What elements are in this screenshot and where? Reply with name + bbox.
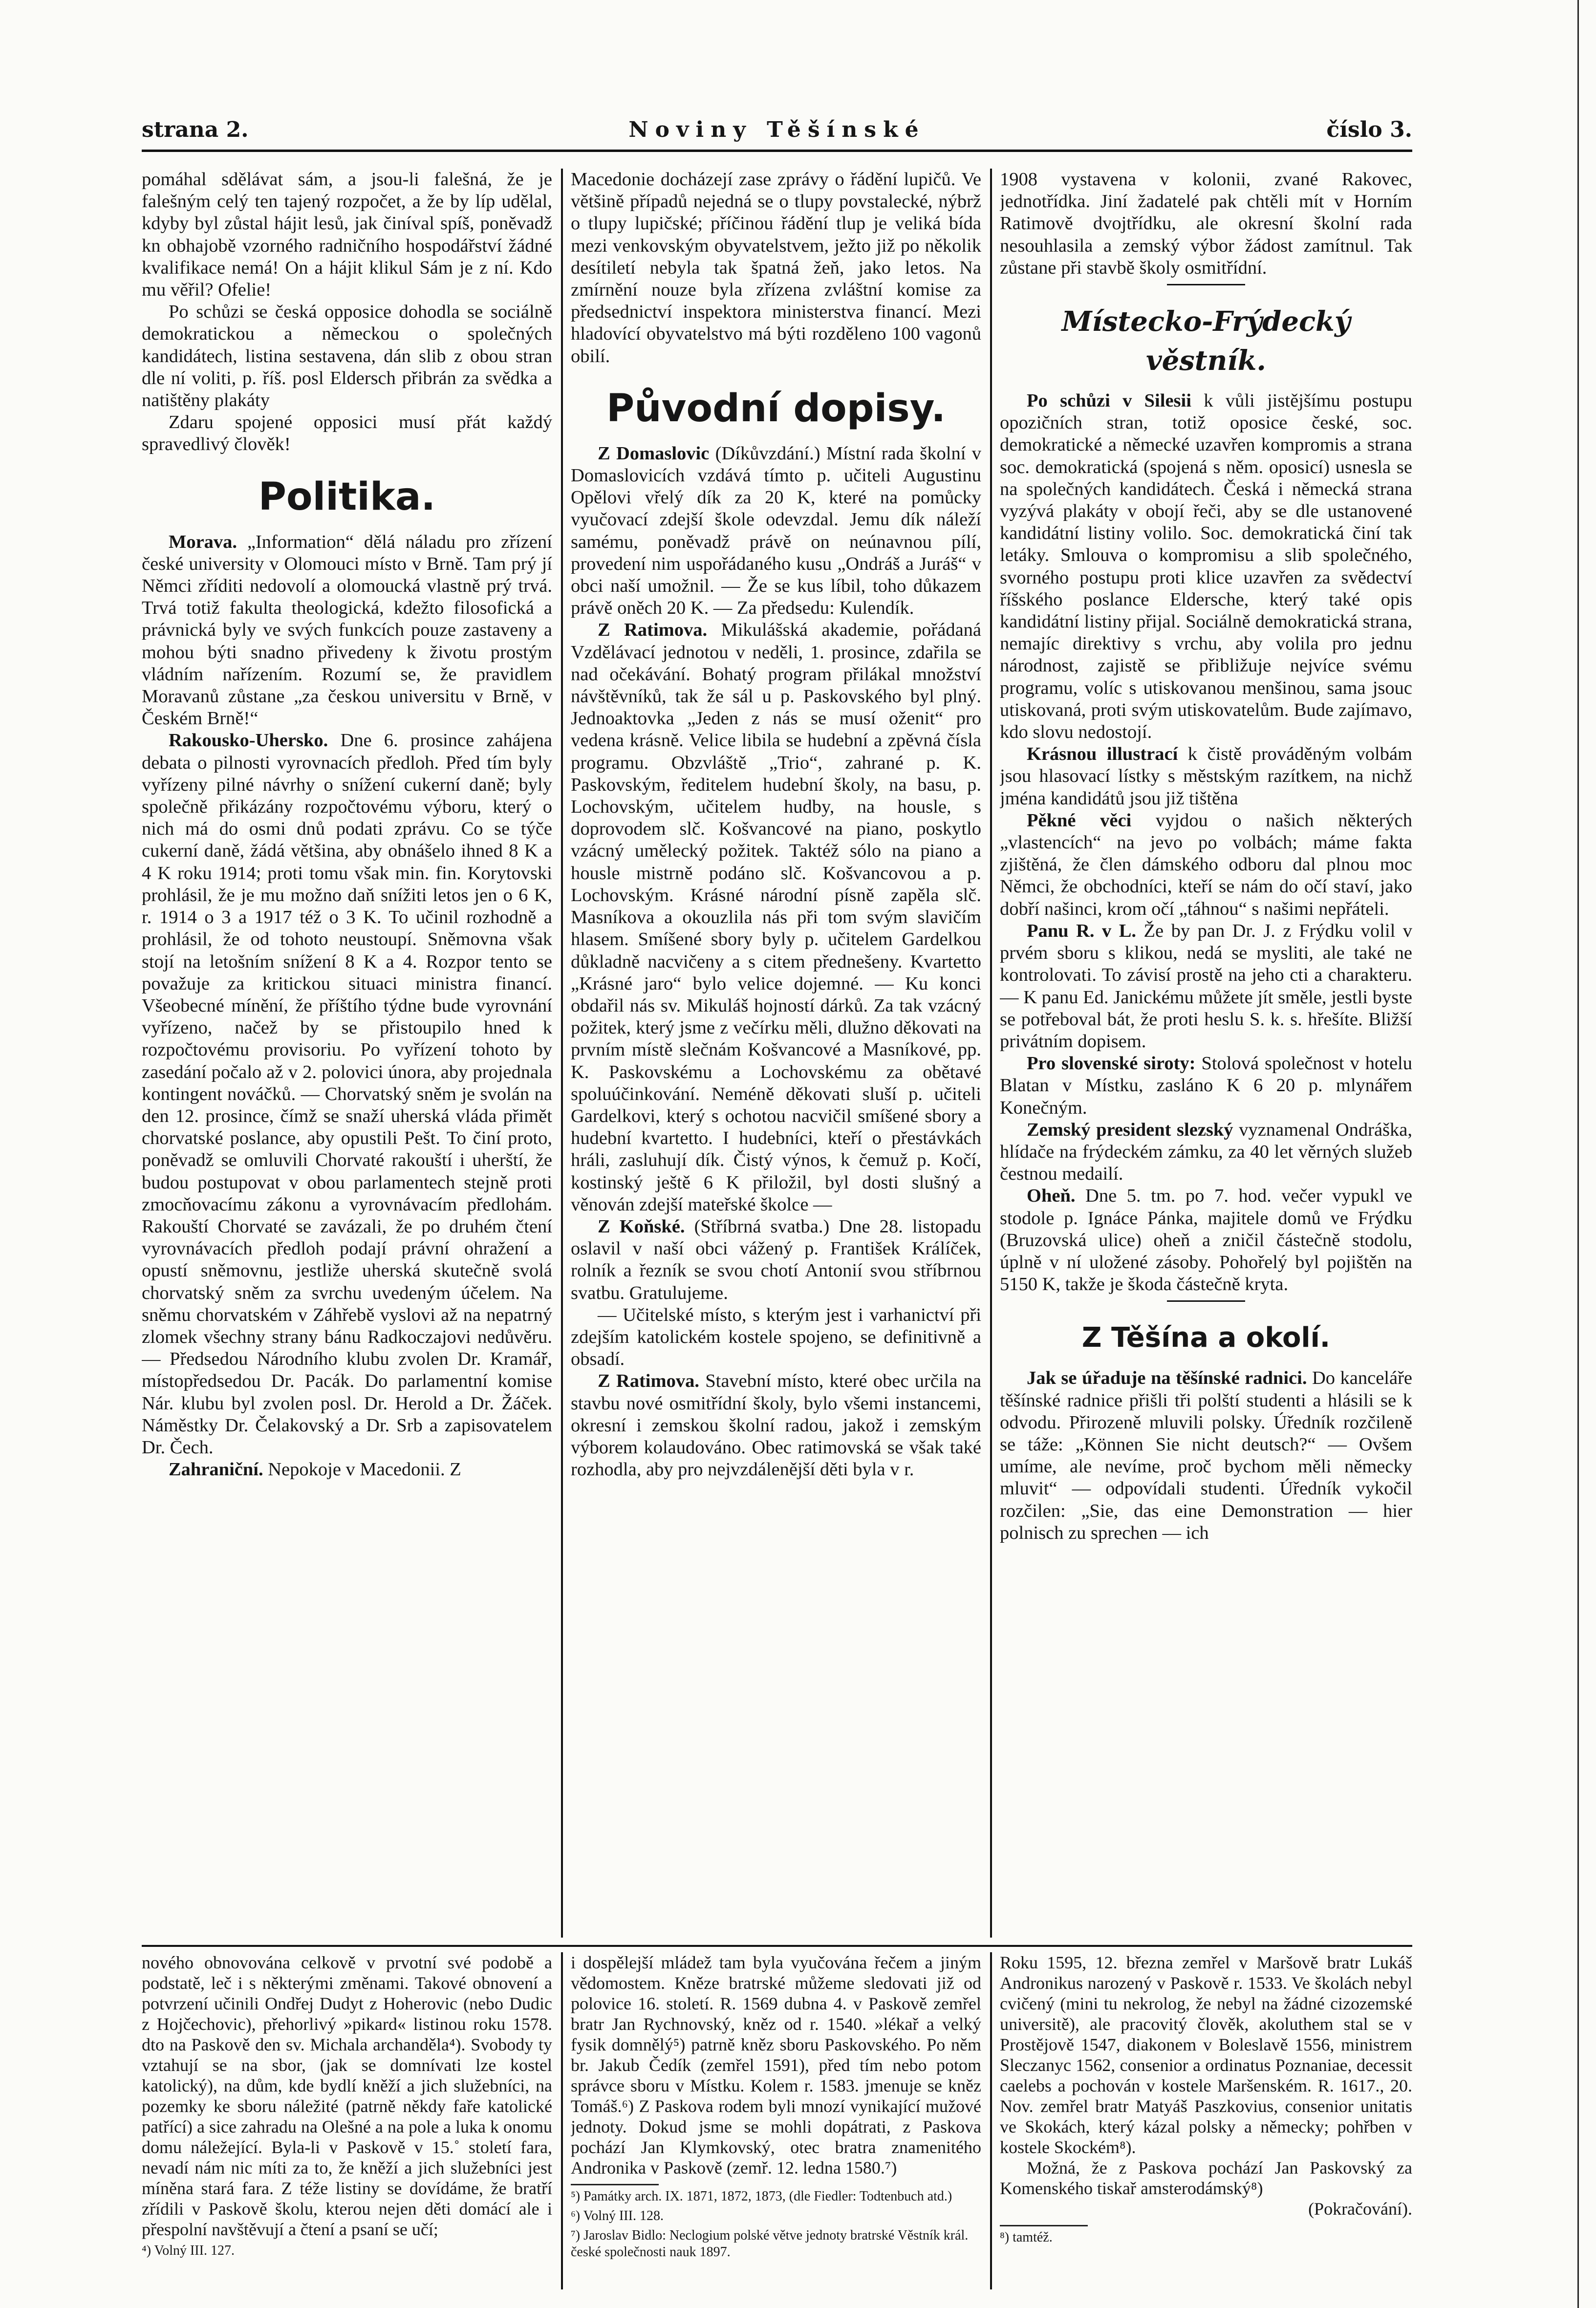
- page-number: strana 2.: [142, 117, 249, 142]
- item-text: „Information“ dělá náladu pro zřízení české university v Olomouci místo v Brně. Tam prý jí Němci zříditi nedovolí a olomoucká vlastně prý trvá. Trvá totiž fakulta theologická, kdežto filosofická a právnická byly ve svých funkcích pouze zastaveny a mohou býti snadno přivedeny k životu prostým vládním nařízením. Rozumí se, že pravidlem Moravanů zůstane „za českou universitu v Brně, v Českém Brně!“: [142, 531, 552, 729]
- letter-item: [571, 1216, 981, 1304]
- item-text: Že by pan Dr. J. z Frýdku volil v prvém sboru s klikou, nedá se mysliti, ale také ne kontrolovati. To závisí prostě na jeho cti a charakteru. — K panu Ed. Janickému můžete jít směle, jestli byste se potřeboval bát, že proti heslu S. k. s. hřešíte. Bližší privátním dopisem.: [1000, 920, 1412, 1052]
- item-lead: Krásnou illustrací: [1027, 744, 1178, 765]
- col1-intro-2: Po schůzi se česká opposice dohodla se sociálně demokratickou a německou o společných kandidátech, listina sestavena, dán slib z obou stran dle ní voliti, p. říš. posl Eldersch přibrán za svědka a natištěny plakáty: [142, 302, 552, 411]
- bottom-col1-text: nového obnovována celkově v prvotní své podobě a podstatě, leč i s některými změnami. Takové obnovení a potvrzení učinili Ondřej Dudyt z Hoherovic (nebo Dudic z Hojčechovic), přehorlivý »pikard« listinou roku 1578. dto na Paskově den sv. Michala archanděla⁴). Svobody ty vztahují se na sbor, (jak se domnívati lze kostel katolický), na dům, kde bydlí kněží a jich služebníci, na pozemky ke sboru náležité (patrně někdy faře katolické patřící) a sice zahradu na Olešné a na pole a luka k onomu domu náležející. Byla-li v Paskově v 15.˚ století fara, nevadí nám nic míti za to, že kněží a jich služebníci jest míněna stará fara. Z téže listiny se dovídáme, že bratří zřídili v Paskově školu, kterou nejen děti domácí ale i přespolní navštěvují a čtení a psaní se učí;: [142, 1953, 552, 2239]
- section-title-mistecko-frydecky: Místecko-Frýdecký věstník.: [1061, 305, 1351, 377]
- item-lead: Zahraniční.: [169, 1459, 263, 1480]
- news-item: [1000, 810, 1412, 920]
- section-title-politika: Politika.: [258, 475, 436, 519]
- bottom-column-2: [571, 1952, 981, 2289]
- item-lead: Po schůzi v Silesii: [1027, 390, 1191, 411]
- column-3: [1000, 169, 1412, 1938]
- item-text: Do kanceláře těšínské radnice přišli tři polští studenti a hlásili se k odvodu. Přirozeně mluvili polsky. Úředník rozčileně se táže: „Können Sie nicht deutsch?“ — Ovšem umíme, ale nevíme, proč bychom měli německy mluvit“ — odpovídali studenti. Úředník vykočil rozčilen: „Sie, das eine Demonstration — hier polnisch zu sprechen — ich: [1000, 1368, 1412, 1543]
- footnote: ⁶) Volný III. 128.: [571, 2208, 664, 2223]
- item-lead: Jak se úřaduje na těšínské radnici.: [1027, 1368, 1307, 1389]
- footnote-rule: [571, 2184, 659, 2185]
- politics-item: [142, 1459, 552, 1481]
- news-item: [1000, 1119, 1412, 1186]
- footnote: ⁴) Volný III. 127.: [142, 2243, 235, 2258]
- politics-item: [142, 531, 552, 730]
- item-text: vyjdou o našich některých „vlastencích“ na jevo po volbách; máme fakta zjištěná, že člen dámského odboru dal plnou moc Němci, že obchodníci, kteří se nám do očí staví, jako dobří našinci, krom očí „táhnou“ s našimi nepřáteli.: [1000, 810, 1412, 919]
- page-header: [142, 117, 1412, 151]
- footnote: ⁸) tamtéž.: [1000, 2230, 1053, 2245]
- continued-note: (Pokračování).: [1308, 2199, 1412, 2219]
- newspaper-title: Noviny Těšínské: [628, 117, 926, 142]
- column-2: [571, 169, 981, 1938]
- news-item: [1000, 390, 1412, 743]
- letter-item: [571, 619, 981, 1215]
- item-text: — Učitelské místo, s kterým jest i varhanictví při zdejším katolickém kostele spojeno, se definitivně a obsadí.: [571, 1304, 981, 1370]
- item-text: Stolová společnost v hotelu Blatan v Místku, zasláno K 6 20 p. mlynářem Konečným.: [1000, 1053, 1412, 1118]
- item-text: vyznamenal Ondráška, hlídače na frýdeckém zámku, za 40 let věrných služeb čestnou medailí.: [1000, 1119, 1412, 1185]
- short-rule: [1167, 284, 1245, 285]
- item-lead: Z Ratimova.: [598, 1371, 699, 1392]
- item-text: Dne 5. tm. po 7. hod. večer vypukl ve stodole p. Ignáce Pánka, majitele domů ve Frýdku (Bruzovská ulice) oheň a zničil částečně stodolu, úplně v ní uložené zásoby. Pohořelý byl pojištěn na 5150 K, takže je škoda částečně kryta.: [1000, 1186, 1412, 1295]
- news-item: [1000, 1367, 1412, 1544]
- news-item: [1000, 920, 1412, 1053]
- header-rule: [142, 150, 1412, 152]
- bottom-column-3: [1000, 1952, 1412, 2289]
- item-text: (Díkůvzdání.) Místní rada školní v Domaslovicích vzdává tímto p. učiteli Augustinu Opělovi vřelý dík za 20 K, které na pomůcky vyučovací zdejší škole odevzdal. Jemu dík náleží samému, poněvadž právě on neúnavnou pílí, provedení nim uspořádaného kusu „Ondráš a Juráš“ v obci naší umožnil. — Že se kus líbil, toho důkazem právě oněch 20 K. — Za předsedu: Kulendík.: [571, 443, 981, 619]
- item-lead: Pěkné věci: [1027, 810, 1132, 831]
- item-lead: Z Domaslovic: [598, 443, 710, 464]
- item-lead: Oheň.: [1027, 1186, 1076, 1207]
- bottom-col3-text: Roku 1595, 12. března zemřel v Maršově bratr Lukáš Andronikus narozený v Paskově r. 1533. Ve školách nebyl cvičený (mini tu nekrolog, že nebyl na žádné cizozemské universitě), ale pracovitý člověk, akoluthem stal se v Prostějově 1547, diakonem v Boleslavě 1556, ministrem Sleczanyc 1562, consenior a ordinatus Poznaniae, decessit caelebs a pochován v kostele Maršenském. R. 1617., 20. Nov. zemřel bratr Matyáš Paszkovius, consenior unitatis ve Skokách, který kázal polsky a německy; pohřben v kostele Skockém⁸).: [1000, 1953, 1412, 2157]
- section-title-z-tesina: Z Těšína a okolí.: [1081, 1322, 1331, 1354]
- item-text: (Stříbrná svatba.) Dne 28. listopadu oslavil v naší obci vážený p. František Králíček, rolník a řezník se svou chotí Antonií svou stříbrnou svatbu. Gratulujeme.: [571, 1216, 981, 1303]
- issue-number: číslo 3.: [1326, 117, 1412, 142]
- column-divider: [561, 1952, 563, 2289]
- item-text: Stavební místo, které obec určila na stavbu nové osmitřídní školy, bylo všemi instancemi, okresní i zemskou školní radou, jakož i zemským výborem kolaudováno. Obec ratimovská se však také rozhodla, aby pro nejvzdálenější děti byla v r.: [571, 1371, 981, 1480]
- item-text: k čistě prováděným volbám jsou hlasovací lístky s městským razítkem, na nichž jména kandidátů jsou již tištěna: [1000, 744, 1412, 809]
- col2-intro: Macedonie docházejí zase zprávy o řádění lupičů. Ve většině případů nejedná se o tlupy povstalecké, nýbrž o tlupy lupičské; příčinou řádění tlup je veliká bída mezi venkovským obyvatelstvem, ježto již po několik desítiletí nebyla tak špatná žeň, jako letos. Na zmírnění nouze byla zřízena zvláštní komise za předsednictví inspektora ministerstva financí. Mezi hladovící obyvatelstvo má býti rozděleno 100 vagonů obilí.: [571, 169, 981, 367]
- item-text: Mikulášská akademie, pořádaná Vzdělávací jednotou v neděli, 1. prosince, zdařila se nad očekávání. Bohatý program přilákal množství návštěvníků, tak že sál u p. Paskovského byl plný. Jednoaktovka „Jeden z nás se musí oženit“ pro vedena krásně. Velice libila se hudební a zpěvná čísla programu. Obzvláště „Trio“, zahrané p. K. Paskovským, ředitelem hudební školy, na basu, p. Lochovským, učitelem hudby, na housle, s doprovodem slč. Košvancové na piano, poskytlo vzácný umělecký požitek. Taktéž sólo na piano a housle mistrně podáno slč. Košvancovou a p. Lochovským. Krásné národní písně zapěla slč. Masníkova a okouzlila nás při tom svým slavičím hlasem. Smíšené sbory byly p. učitelem Gardelkou důkladně nacvičeny a s citem přednešeny. Kvartetto „Krásné jaro“ bylo velice dojemné. — Ku konci obdařil nás sv. Mikuláš hojností dárků. Za tak vzácný požitek, který jsme z večírku měli, dlužno děkovati na prvním místě slečnám Košvancové a Masníkové, pp. K. Paskovskému a Lochovskému za obětavé spoluúčinkování. Neméně děkovati sluší p. učiteli Gardelkovi, který s ochotou nacvičil smíšené sbory a hudební kvartetto. I hudebníci, kteří o přestávkách hráli, zasluhují dík. Čistý výnos, k čemuž p. Kočí, kostinský ještě 6 K přiložil, byl dosti slušný a věnován zdejší mateřské školce —: [571, 620, 981, 1215]
- footnote-rule: [1000, 2225, 1088, 2226]
- news-item: [1000, 1053, 1412, 1119]
- bottom-col3-text-2: Možná, že z Paskova pochází Jan Paskovský za Komenského tiskař amsterodámský⁸): [1000, 2158, 1412, 2198]
- footnote: ⁷) Jaroslav Bidlo: Neclogium polské větve jednoty bratrské Věstník král. české společnosti nauk 1897.: [571, 2228, 969, 2260]
- news-item: [1000, 1185, 1412, 1295]
- bottom-col2-text: i dospělejší mládež tam byla vyučována řečem a jiným vědomostem. Kněze bratrské můžeme sledovati již od polovice 16. století. R. 1569 dubna 4. v Paskově zemřel bratr Jan Rychnovský, kněz od r. 1540. »lékař a velký fysik domnělý⁵) patrně kněz sboru Paskovského. Po něm br. Jakub Čedík (zemřel 1591), před tím nebo potom správce sboru v Místku. Kolem r. 1583. jmenuje se kněz Tomáš.⁶) Z Paskova rodem byli mnozí vynikající mužové jednoty. Dokud jsme se mohli dopátrati, z Paskova pochází Jan Klymkovský, otec bratra znamenitého Andronika v Paskově (zemř. 12. ledna 1580.⁷): [571, 1953, 981, 2178]
- item-lead: Pro slovenské siroty:: [1027, 1053, 1196, 1074]
- col3-intro: 1908 vystavena v kolonii, zvané Rakovec, jednotřídka. Jiní žadatelé pak chtěli mít v Horním Ratimově dvojtřídku, ale okresní školní rada nesouhlasila a zemský výbor žádost zamítnul. Tak zůstane při stavbě školy osmitřídní.: [1000, 169, 1412, 278]
- column-divider: [561, 169, 563, 1938]
- item-text: Nepokoje v Macedonii. Z: [268, 1459, 461, 1480]
- feuilleton-rule: [142, 1945, 1412, 1947]
- news-item: [1000, 743, 1412, 810]
- column-divider: [990, 169, 992, 1938]
- short-rule: [1167, 1300, 1245, 1302]
- item-lead: Zemský president slezský: [1027, 1119, 1233, 1140]
- letter-item: [571, 1304, 981, 1371]
- bottom-column-1: [142, 1952, 552, 2289]
- column-1: [142, 169, 552, 1938]
- item-lead: Morava.: [169, 531, 237, 552]
- scan-edge-line: [1577, 0, 1579, 2308]
- item-text: Dne 6. prosince zahájena debata o pilnosti vyrovnacích předloh. Před tím byly vyřízeny pilné návrhy o snížení cukerní daně; byly společně přikázány rozpočtovému výboru, který o nich má do osmi dnů podati zprávu. Co se týče cukerní daně, žádá většina, aby obnášelo ihned 8 K a 4 K roku 1914; proti tomu však min. fin. Korytovski prohlásil, že je mu možno daň snížiti letos jen o 6 K, r. 1914 o 3 a 1917 též o 3 K. To učinil rozhodně a prohlásil, že od tohoto neustoupí. Sněmovna však stojí na letošním snížení 8 K a 4. Rozpor tento se považuje za kritickou situaci ministra financí. Všeobecné mínění, že příštího týdne bude vyrovnání vyřízeno, načež by se přistoupilo hned k rozpočtovému provisoriu. Po vyřízení tohoto by zasedání počalo až v 2. polovici února, aby projednala kontingent nováčků. — Chorvatský sněm je svolán na den 12. prosince, čímž se snaží uherská vláda přimět chorvatské poslance, aby opustili Pešt. To činí proto, poněvadž se omluvili Chorvaté rakouští i uherští, že budou postupovat v obou parlamentech stejně proti zmocňovacímu zákonu a vyrovnávacím předlohám. Rakouští Chorvaté se zavázali, že po druhém čtení vyrovnávacích předloh podají právní ohražení a opustí sněmovnu, jestliže uherská skutečně svolá chorvatský sněm za svrchu uvedeným účelem. Na sněmu chorvatském v Záhřebě vyslovi až na nepatrný zlomek všechny strany bánu Radkoczajovi nedůvěru. — Předsedou Národního klubu zvolen Dr. Kramář, místopředsedou Dr. Pacák. Do parlamentní komise Nár. klubu byl zvolen posl. Dr. Herold a Dr. Žáček. Náměstky Dr. Čelakovský a Dr. Srb a zapisovatelem Dr. Čech.: [142, 730, 552, 1458]
- col1-intro-1: pomáhal sdělávat sám, a jsou-li falešná, že je falešným celý ten tajený rozpočet, a že by líp udělal, kdyby byl zůstal hájit lesů, jak činíval spíš, poněvadž kn obhajobě vzorného radničního hospodářství žádné kvalifikace nemá! On a hájit klikul Sám je z ní. Kdo mu věřil? Ofelie!: [142, 169, 552, 301]
- letter-item: [571, 443, 981, 620]
- letter-item: [571, 1370, 981, 1481]
- column-divider: [990, 1952, 992, 2289]
- politics-item: [142, 730, 552, 1459]
- section-title-puvodni-dopisy: Původní dopisy.: [606, 386, 946, 431]
- item-lead: Panu R. v L.: [1027, 920, 1137, 941]
- footnote: ⁵) Památky arch. IX. 1871, 1872, 1873, (dle Fiedler: Todtenbuch atd.): [571, 2189, 952, 2204]
- item-lead: Rakousko-Uhersko.: [169, 730, 328, 751]
- item-lead: Z Koňské.: [598, 1216, 685, 1237]
- col1-intro-3: Zdaru spojené opposici musí přát každý spravedlivý člověk!: [142, 412, 552, 455]
- item-lead: Z Ratimova.: [598, 620, 708, 641]
- item-text: k vůli jistějšímu postupu opozičních stran, totiž oposice české, soc. demokratické a německé uzavřen kompromis a strana soc. demokratická (spojená s něm. oposicí) usnesla se na společných kandidátech. Česká i německá strana vyzývá plakáty v obojí řeči, aby se dle ustanovené kandidátní listiny volilo. Soc. demokratická činí tak letáky. Smlouva o kompromisu a slib společného, svorného postupu proti klice uzavřen za svědectví říšského poslance Eldersche, který také opis kandidátní listiny přijal. Sociálně demokratická strana, nemajíc direktivy s vrchu, aby volila pro jednu národnost, zajistě se přibližuje nejvíce svému programu, volíc s utiskovanou menšinou, sama jsouc utiskovaná, proti svým utiskovatelům. Bude zajímavo, kdo slovu nedostojí.: [1000, 390, 1412, 743]
